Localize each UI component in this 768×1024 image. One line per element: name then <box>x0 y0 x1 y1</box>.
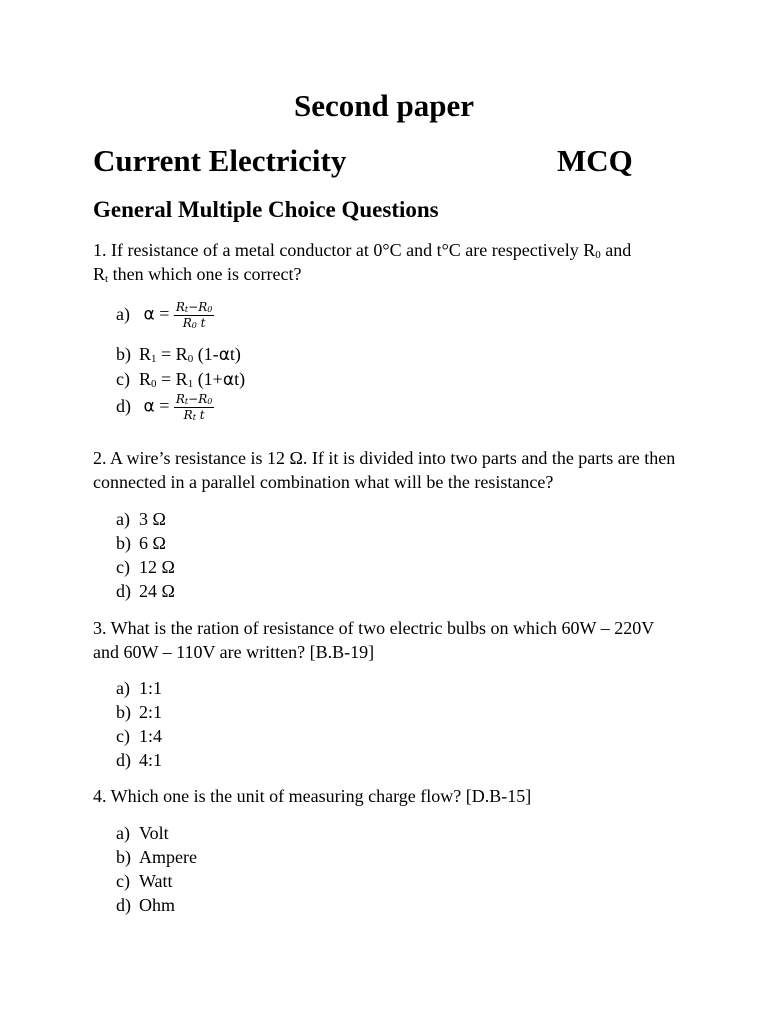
option-2b[interactable] <box>116 531 166 555</box>
option-label: c) <box>116 726 130 746</box>
option-2d[interactable] <box>116 579 175 603</box>
option-label: c) <box>116 557 130 577</box>
option-value: 3 Ω <box>139 509 166 529</box>
equals-sign: = <box>159 303 170 324</box>
question-text: and <box>600 240 632 260</box>
option-value: Watt <box>139 871 173 891</box>
option-2a[interactable] <box>116 507 166 531</box>
option-label: c) <box>116 871 130 891</box>
option-value: 1:1 <box>139 678 163 698</box>
option-label: a) <box>116 303 130 324</box>
alpha-symbol: α <box>143 396 155 417</box>
option-label: b) <box>116 533 131 553</box>
fraction-numerator: $R_t-R_0$ <box>175 392 213 406</box>
option-3b[interactable] <box>116 700 162 724</box>
page-title: Second paper <box>294 88 474 123</box>
question-1 <box>93 238 683 286</box>
question-2: 2. A wire’s resistance is 12 Ω. If it is divided into two parts and the parts are then connected in a parallel combination what will be the resistance? <box>93 448 676 492</box>
option-value: 1:4 <box>139 726 163 746</box>
question-3: 3. What is the ration of resistance of two electric bulbs on which 60W – 220V and 60W – 110V are written? [B.B-19] <box>93 618 654 662</box>
option-value: 4:1 <box>139 750 163 770</box>
alpha-symbol: α <box>143 304 155 325</box>
option-value: 6 Ω <box>139 533 166 553</box>
question-4: 4. Which one is the unit of measuring charge flow? [D.B-15] <box>93 786 532 806</box>
option-1b[interactable]: b) $R_1 = R_0$ (1-αt) <box>116 344 241 365</box>
option-3d[interactable] <box>116 748 162 772</box>
section-heading: General Multiple Choice Questions <box>93 197 439 222</box>
formula-fraction <box>174 300 214 331</box>
option-label: b) <box>116 344 131 364</box>
option-value: 2:1 <box>139 702 163 722</box>
option-label: d) <box>116 581 131 601</box>
option-value: 24 Ω <box>139 581 175 601</box>
option-3c[interactable] <box>116 724 162 748</box>
option-4a[interactable] <box>116 821 169 845</box>
option-label: a) <box>116 823 130 843</box>
option-1d[interactable] <box>116 392 214 423</box>
option-label: d) <box>116 895 131 915</box>
option-4c[interactable] <box>116 869 173 893</box>
fraction-numerator: $R_t-R_0$ <box>175 300 213 314</box>
subscript: 0 <box>595 249 601 261</box>
option-4b[interactable] <box>116 845 197 869</box>
chapter-title: Current Electricity <box>93 143 347 178</box>
option-value: Ampere <box>139 847 197 867</box>
option-value: 12 Ω <box>139 557 175 577</box>
option-label: a) <box>116 509 130 529</box>
fraction-denominator: $R_0$ t <box>182 316 206 330</box>
option-2c[interactable] <box>116 555 175 579</box>
question-text: then which one is correct? <box>108 264 302 284</box>
option-label: d) <box>116 395 131 416</box>
option-value: Volt <box>139 823 169 843</box>
option-label: c) <box>116 369 130 389</box>
option-4d[interactable] <box>116 893 175 917</box>
option-1c[interactable]: c) $R_0 = R_1$ (1+αt) <box>116 369 246 390</box>
equals-sign: = <box>159 395 170 416</box>
option-label: d) <box>116 750 131 770</box>
option-value: Ohm <box>139 895 175 915</box>
alpha-symbol: α <box>222 370 235 390</box>
option-label: a) <box>116 678 130 698</box>
subscript: t <box>105 273 109 285</box>
option-3a[interactable] <box>116 676 162 700</box>
option-label: b) <box>116 847 131 867</box>
question-text: R <box>93 264 106 284</box>
formula-fraction <box>174 392 214 423</box>
option-label: b) <box>116 702 131 722</box>
fraction-denominator: $R_t$ t <box>183 408 205 422</box>
question-text: 1. If resistance of a metal conductor at 0°C and t°C are respectively R <box>93 240 596 260</box>
alpha-symbol: α <box>218 345 230 365</box>
question-type: MCQ <box>557 143 633 178</box>
option-1a[interactable] <box>116 300 214 331</box>
